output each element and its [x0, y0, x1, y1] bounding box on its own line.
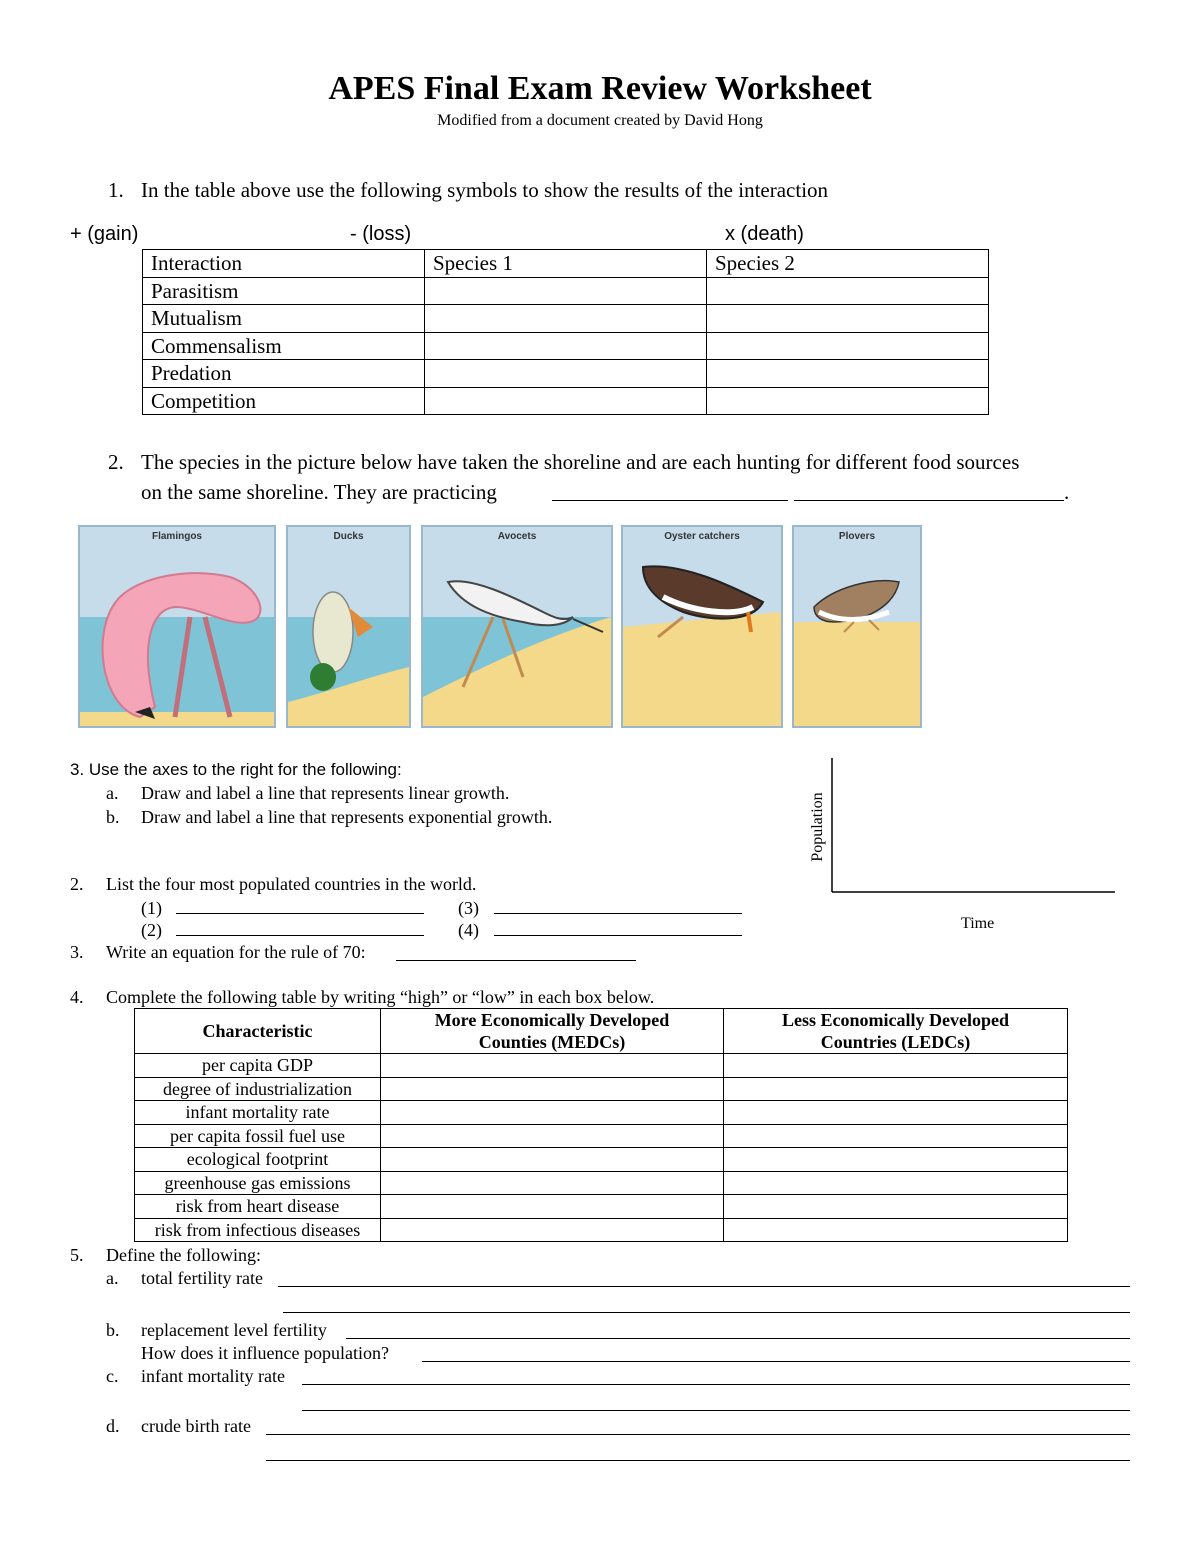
- definition-blank[interactable]: [346, 1338, 1130, 1339]
- characteristic-label: risk from heart disease: [135, 1195, 381, 1219]
- q-countries-number: 2.: [70, 874, 84, 894]
- q2-period: .: [1064, 480, 1070, 504]
- header-text: Less Economically Developed: [782, 1010, 1009, 1030]
- duck-illustration: [288, 527, 409, 726]
- medc-cell[interactable]: [381, 1148, 724, 1172]
- species-1-cell[interactable]: [425, 277, 707, 305]
- answer-blank[interactable]: [794, 500, 1064, 501]
- bird-panel-label: Oyster catchers: [664, 531, 740, 542]
- header-ledcs: [724, 1009, 1068, 1054]
- q3-intro: 3. Use the axes to the right for the following:: [70, 760, 402, 779]
- table-row: [143, 305, 989, 333]
- country-blank[interactable]: [494, 935, 742, 936]
- interaction-label: Parasitism: [143, 277, 425, 305]
- header-medcs: [381, 1009, 724, 1054]
- q5-item-text: infant mortality rate: [141, 1366, 285, 1386]
- q5-text: Define the following:: [106, 1245, 261, 1265]
- country-slot-label: (1): [141, 898, 162, 918]
- medc-cell[interactable]: [381, 1218, 724, 1242]
- bird-panel-flamingos: [78, 525, 276, 728]
- bird-panel-label: Flamingos: [151, 531, 202, 542]
- q-rule70-number: 3.: [70, 942, 84, 962]
- bird-panel-plovers: [792, 525, 922, 728]
- country-slot-label: (2): [141, 920, 162, 940]
- bird-panel-label: Plovers: [838, 531, 876, 542]
- characteristic-label: ecological footprint: [135, 1148, 381, 1172]
- country-slot-label: (3): [458, 898, 479, 918]
- table-row: [135, 1101, 1068, 1125]
- definition-blank[interactable]: [266, 1434, 1130, 1435]
- header-text: More Economically Developed: [434, 1010, 670, 1030]
- bird-panel-label: Avocets: [497, 531, 537, 542]
- definition-blank[interactable]: [278, 1286, 1130, 1287]
- header-species-2: Species 2: [707, 250, 989, 278]
- bird-panel-ducks: [286, 525, 411, 728]
- rule70-blank[interactable]: [396, 960, 636, 961]
- ledc-cell[interactable]: [724, 1148, 1068, 1172]
- species-1-cell[interactable]: [425, 332, 707, 360]
- q5-item-followup: How does it influence population?: [141, 1343, 389, 1363]
- q1-text: In the table above use the following symbols to show the results of the interaction: [141, 178, 829, 202]
- flamingo-illustration: [80, 527, 274, 726]
- q-countries-text: List the four most populated countries in the world.: [106, 874, 477, 894]
- q2-number: 2.: [108, 450, 124, 474]
- q-rule70-text: Write an equation for the rule of 70:: [106, 942, 366, 962]
- table-row: [135, 1195, 1068, 1219]
- country-blank[interactable]: [176, 935, 424, 936]
- economic-development-table: [134, 1008, 1068, 1242]
- header-text: Characteristic: [202, 1021, 313, 1041]
- q5-item-letter: b.: [106, 1320, 120, 1340]
- table-row: [143, 277, 989, 305]
- table-row: [143, 387, 989, 415]
- growth-axes[interactable]: [820, 755, 1120, 895]
- q3-item-letter: b.: [106, 807, 120, 827]
- header-text: Counties (MEDCs): [478, 1032, 626, 1052]
- ledc-cell[interactable]: [724, 1101, 1068, 1125]
- symbol-death: x (death): [725, 223, 804, 245]
- table-row: [135, 1171, 1068, 1195]
- table-row: [135, 1218, 1068, 1242]
- interaction-label: Commensalism: [143, 332, 425, 360]
- q5-item-letter: a.: [106, 1268, 119, 1288]
- interaction-label: Predation: [143, 360, 425, 388]
- table-row: [143, 332, 989, 360]
- characteristic-label: degree of industrialization: [135, 1077, 381, 1101]
- table-row: [143, 360, 989, 388]
- definition-blank[interactable]: [302, 1384, 1130, 1385]
- country-blank[interactable]: [176, 913, 424, 914]
- table-row: [135, 1054, 1068, 1078]
- characteristic-label: per capita fossil fuel use: [135, 1124, 381, 1148]
- header-characteristic: [135, 1009, 381, 1054]
- y-axis-label: Population: [809, 792, 826, 862]
- page-title: APES Final Exam Review Worksheet: [328, 70, 872, 107]
- header-species-1: Species 1: [425, 250, 707, 278]
- q3-item-text: Draw and label a line that represents linear growth.: [141, 783, 510, 803]
- bird-panel-oyster-catchers: [621, 525, 783, 728]
- symbol-loss: - (loss): [350, 223, 412, 245]
- species-2-cell[interactable]: [707, 305, 989, 333]
- ledc-cell[interactable]: [724, 1218, 1068, 1242]
- plover-illustration: [794, 527, 920, 726]
- species-1-cell[interactable]: [425, 360, 707, 388]
- q5-number: 5.: [70, 1245, 84, 1265]
- ledc-cell[interactable]: [724, 1054, 1068, 1078]
- species-2-cell[interactable]: [707, 332, 989, 360]
- q3-item-text: Draw and label a line that represents exponential growth.: [141, 807, 553, 827]
- characteristic-label: greenhouse gas emissions: [135, 1171, 381, 1195]
- characteristic-label: infant mortality rate: [135, 1101, 381, 1125]
- symbol-gain: + (gain): [70, 223, 139, 245]
- ledc-cell[interactable]: [724, 1195, 1068, 1219]
- q5-item-text: total fertility rate: [141, 1268, 263, 1288]
- header-text: Countries (LEDCs): [820, 1032, 971, 1052]
- species-2-cell[interactable]: [707, 277, 989, 305]
- q2-line1: The species in the picture below have taken the shoreline and are each hunting for different food sources: [141, 450, 1020, 474]
- medc-cell[interactable]: [381, 1077, 724, 1101]
- definition-blank[interactable]: [302, 1410, 1130, 1411]
- characteristic-label: per capita GDP: [135, 1054, 381, 1078]
- definition-blank[interactable]: [266, 1460, 1130, 1461]
- x-axis-label: Time: [961, 915, 995, 932]
- country-slot-label: (4): [458, 920, 479, 940]
- bird-panel-avocets: [421, 525, 613, 728]
- q2-line2: on the same shoreline. They are practicing: [141, 480, 497, 504]
- country-blank[interactable]: [494, 913, 742, 914]
- table-row: [135, 1124, 1068, 1148]
- ledc-cell[interactable]: [724, 1124, 1068, 1148]
- page-subtitle: Modified from a document created by David Hong: [437, 112, 763, 129]
- q5-item-text: replacement level fertility: [141, 1320, 327, 1340]
- header-interaction: Interaction: [143, 250, 425, 278]
- medc-cell[interactable]: [381, 1124, 724, 1148]
- answer-blank[interactable]: [552, 500, 788, 501]
- avocet-illustration: [423, 527, 611, 726]
- ledc-cell[interactable]: [724, 1077, 1068, 1101]
- species-1-cell[interactable]: [425, 305, 707, 333]
- interaction-table: [142, 249, 989, 415]
- oyster-catcher-illustration: [623, 527, 781, 726]
- q1-number: 1.: [108, 178, 124, 202]
- q4-text: Complete the following table by writing “high” or “low” in each box below.: [106, 987, 655, 1007]
- characteristic-label: risk from infectious diseases: [135, 1218, 381, 1242]
- medc-cell[interactable]: [381, 1101, 724, 1125]
- species-2-cell[interactable]: [707, 387, 989, 415]
- q3-item-letter: a.: [106, 783, 119, 803]
- interaction-label: Mutualism: [143, 305, 425, 333]
- q5-item-letter: c.: [106, 1366, 119, 1386]
- medc-cell[interactable]: [381, 1195, 724, 1219]
- species-1-cell[interactable]: [425, 387, 707, 415]
- table-row: [135, 1077, 1068, 1101]
- q5-item-text: crude birth rate: [141, 1416, 251, 1436]
- table-row: [135, 1148, 1068, 1172]
- q5-item-letter: d.: [106, 1416, 120, 1436]
- ledc-cell[interactable]: [724, 1171, 1068, 1195]
- q4-number: 4.: [70, 987, 84, 1007]
- species-2-cell[interactable]: [707, 360, 989, 388]
- table-header-row: [135, 1009, 1068, 1054]
- interaction-label: Competition: [143, 387, 425, 415]
- table-header-row: [143, 250, 989, 278]
- definition-blank[interactable]: [283, 1312, 1130, 1313]
- bird-panel-label: Ducks: [333, 531, 364, 542]
- definition-blank[interactable]: [422, 1361, 1130, 1362]
- medc-cell[interactable]: [381, 1054, 724, 1078]
- medc-cell[interactable]: [381, 1171, 724, 1195]
